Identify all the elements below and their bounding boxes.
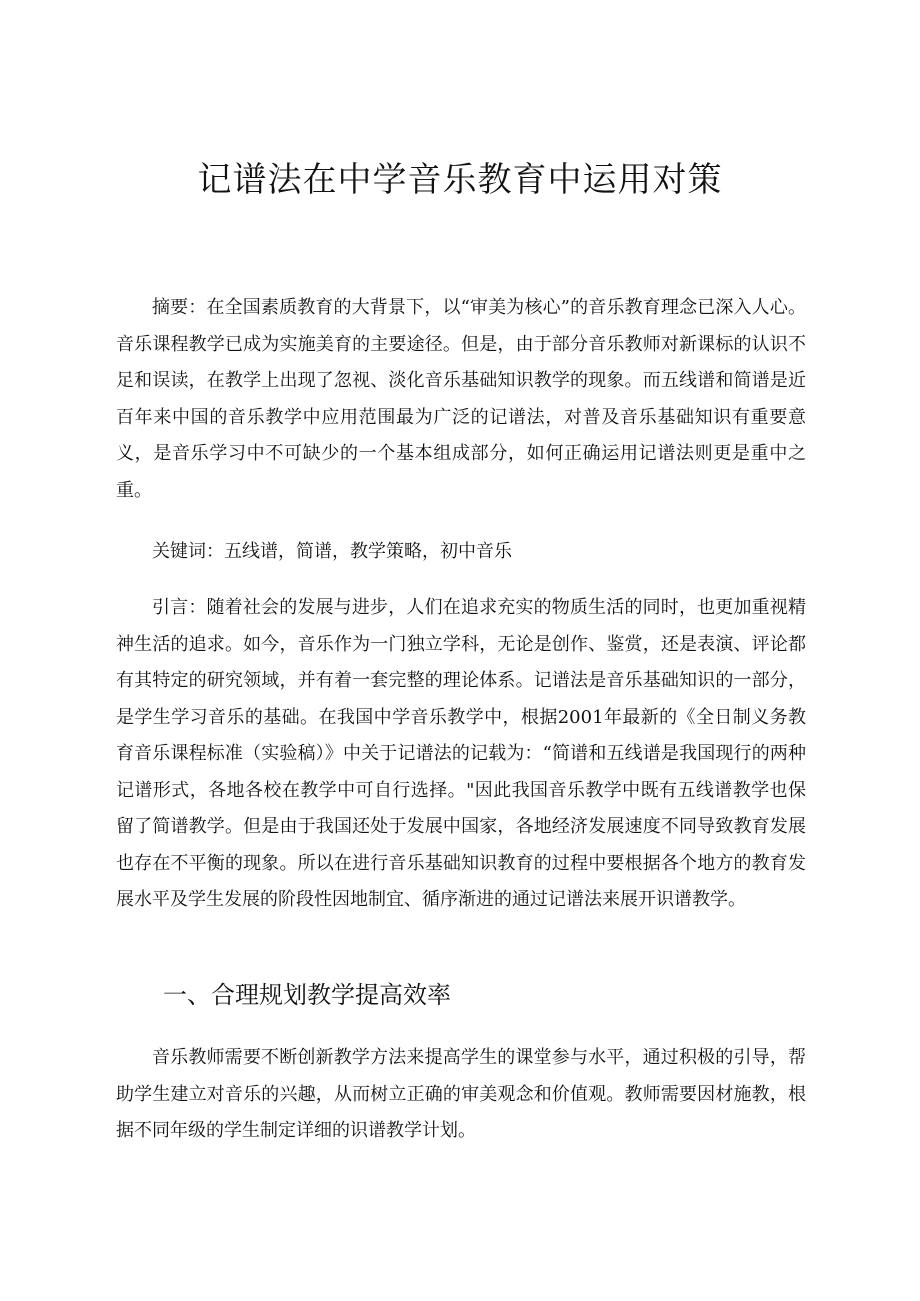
- document-title: 记谱法在中学音乐教育中运用对策: [197, 160, 723, 200]
- section-1-body: 音乐教师需要不断创新教学方法来提高学生的课堂参与水平，通过积极的引导，帮助学生建立对音乐的兴趣，从而树立正确的审美观念和价值观。教师需要因材施教，根据不同年级的学生制定详细的识谱教学计划。: [116, 1047, 806, 1141]
- keywords-paragraph: 关键词：五线谱，简谱，教学策略，初中音乐: [152, 541, 512, 562]
- section-1-heading: 一、合理规划教学提高效率: [163, 981, 451, 1009]
- abstract-paragraph: 摘要：在全国素质教育的大背景下，以“审美为核心”的音乐教育理念已深入人心。音乐课程教学已成为实施美育的主要途径。但是，由于部分音乐教师对新课标的认识不足和误读，在教学上出现了忽视、淡化音乐基础知识教学的现象。而五线谱和简谱是近百年来中国的音乐教学中应用范围最为广泛的记谱法，对普及音乐基础知识有重要意义，是音乐学习中不可缺少的一个基本组成部分，如何正确运用记谱法则更是重中之重。: [116, 297, 806, 501]
- introduction-paragraph: 引言：随着社会的发展与进步，人们在追求充实的物质生活的同时，也更加重视精神生活的追求。如今，音乐作为一门独立学科，无论是创作、鉴赏，还是表演、评论都有其特定的研究领域，并有着一套完整的理论体系。记谱法是音乐基础知识的一部分，是学生学习音乐的基础。在我国中学音乐教学中，根据2001年最新的《全日制义务教育音乐课程标准（实验稿）》中关于记谱法的记载为：“简谱和五线谱是我国现行的两种记谱形式，各地各校在教学中可自行选择。"因此我国音乐教学中既有五线谱教学也保留了简谱教学。但是由于我国还处于发展中国家，各地经济发展速度不同导致教育发展也存在不平衡的现象。所以在进行音乐基础知识教育的过程中要根据各个地方的教育发展水平及学生发展的阶段性因地制宜、循序渐进的通过记谱法来展开识谱教学。: [116, 597, 806, 910]
